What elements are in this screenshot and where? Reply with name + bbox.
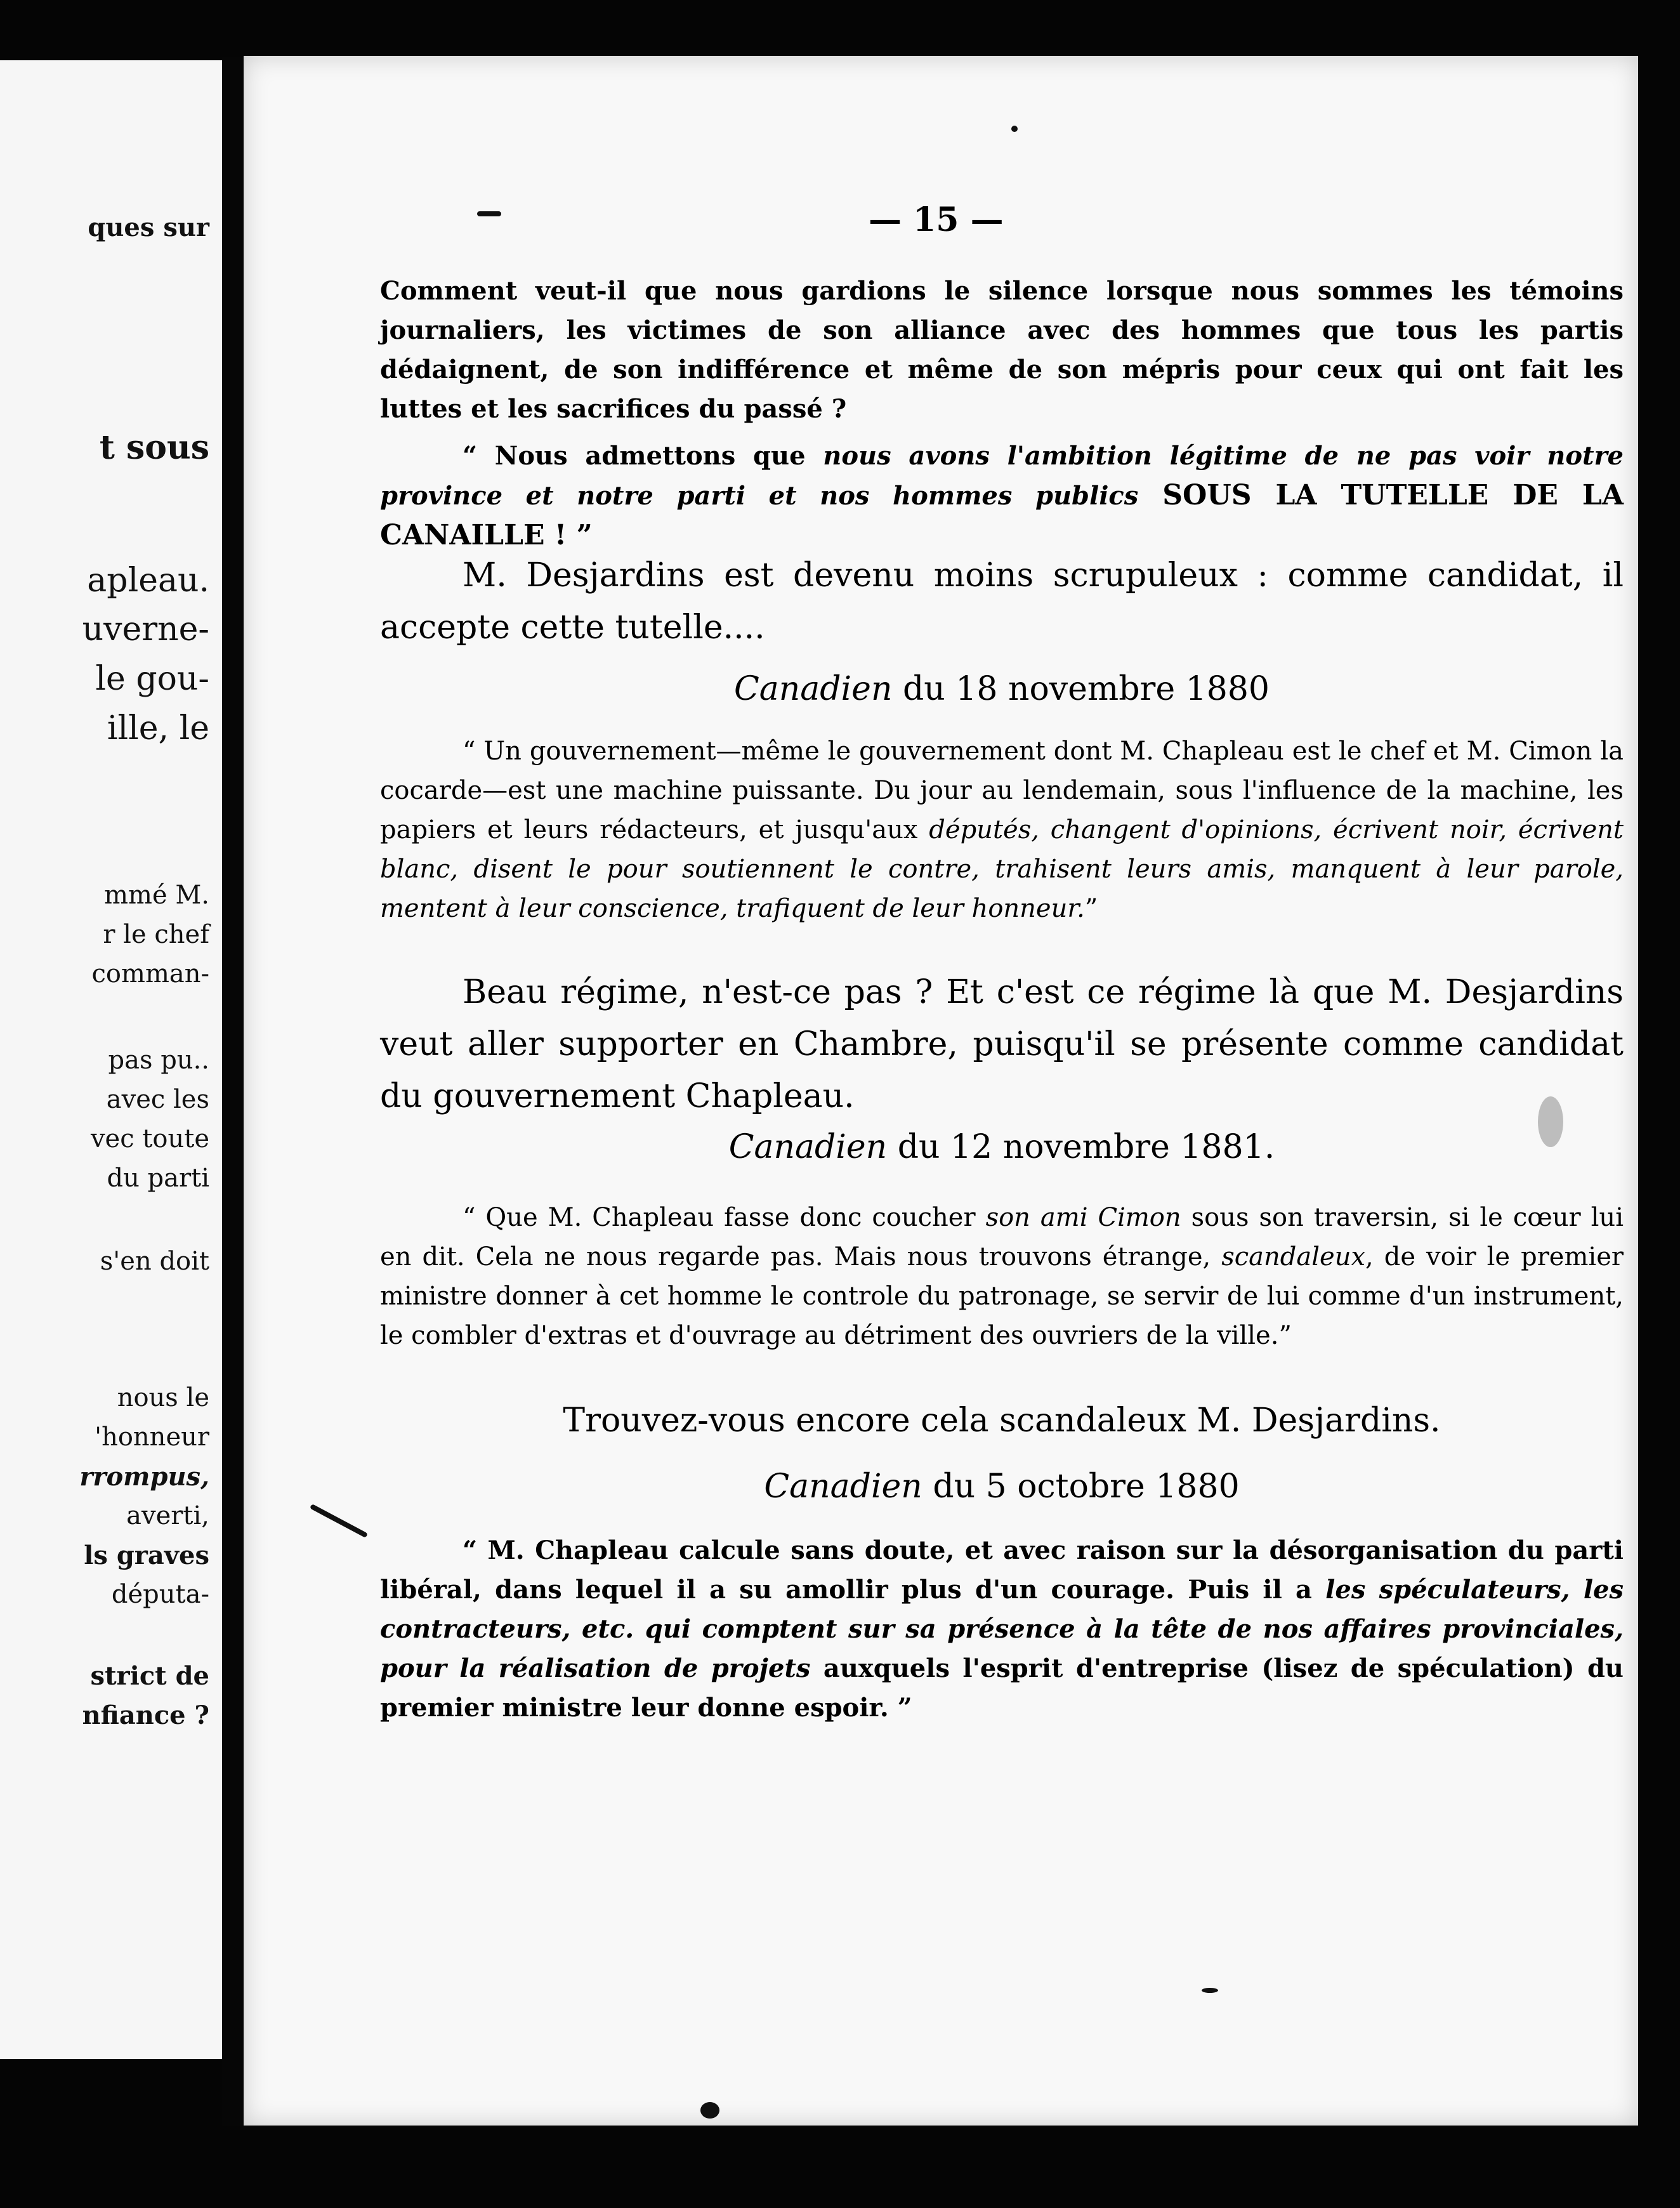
left-fragment-line: nfiance ? — [82, 1700, 209, 1730]
quote-canaille — [380, 437, 1624, 556]
source-heading-1 — [380, 670, 1624, 708]
page-number: — 15 — — [869, 200, 1004, 239]
left-fragment-line: ls graves — [84, 1541, 209, 1570]
left-fragment-line: avec les — [106, 1085, 209, 1114]
left-fragment-line: t sous — [99, 428, 209, 467]
quote-italic: députés, changent d'opinions, écrivent noir, écrivent blanc, disent le pour soutiennent le contre, trahisent leurs amis, manquent à leur parole, mentent à leur conscience, trafiquent de leur honneur. — [380, 815, 1624, 923]
quote-text: auxquels l'esprit d'entreprise (lisez de spéculation) du premier ministre leur donne espoir. ” — [380, 1653, 1624, 1723]
left-fragment-line: députa- — [111, 1580, 209, 1609]
opening-paragraph: Comment veut-il que nous gardions le silence lorsque nous sommes les témoins journaliers, les victimes de son alliance avec des hommes que tous les partis dédaignent, de son indifférence et même de son mépris pour ceux qui ont fait les luttes et les sacrifices du passé ? — [380, 276, 1624, 424]
current-page — [244, 56, 1638, 2126]
source-date: du 5 octobre 1880 — [922, 1468, 1240, 1506]
commentary-3: Trouvez-vous encore cela scandaleux M. Desjardins. — [563, 1402, 1441, 1440]
quote-italic: scandaleux — [1221, 1242, 1366, 1272]
scan-mark — [477, 211, 501, 216]
quote-speculateurs — [380, 1531, 1624, 1728]
left-fragment-line: nous le — [117, 1383, 209, 1412]
left-fragment-line: s'en doit — [100, 1247, 209, 1276]
scan-mark — [310, 1504, 368, 1538]
left-fragment-line: averti, — [126, 1501, 209, 1530]
left-fragment-line: vec toute — [90, 1124, 209, 1153]
source-date: du 12 novembre 1881. — [887, 1128, 1275, 1166]
left-fragment-line: uverne- — [82, 610, 209, 648]
left-fragment-line: pas pu.. — [108, 1046, 209, 1075]
page-gutter — [222, 57, 244, 2126]
quote-text: sous son traversin, si le cœur lui en dit. Cela ne nous regarde pas. Mais nous trouvons étrange, — [380, 1203, 1624, 1272]
left-fragment-line: comman- — [91, 959, 209, 989]
quote-gouvernement — [380, 732, 1624, 928]
source-heading-3 — [380, 1468, 1624, 1506]
left-fragment-line: 'honneur — [95, 1423, 209, 1452]
quote-cimon — [380, 1198, 1624, 1355]
scan-speck — [1202, 1988, 1218, 1993]
left-fragment-line: du parti — [107, 1164, 209, 1193]
scan-speck — [1011, 126, 1018, 132]
quote-text: “ Que M. Chapleau fasse donc coucher — [463, 1203, 986, 1232]
left-fragment-line: apleau. — [87, 562, 209, 600]
left-fragment-line: r le chef — [103, 920, 209, 949]
quote-open: “ Nous admettons que — [463, 441, 824, 471]
commentary-2: Beau régime, n'est-ce pas ? Et c'est ce régime là que M. Desjardins veut aller supporter en Chambre, puisqu'il se présente comme candidat du gouvernement Chapleau. — [380, 973, 1624, 1115]
quote-close: ” — [1084, 894, 1098, 923]
newspaper-name: Canadien — [764, 1468, 922, 1506]
quote-italic: nous avons l'ambition légitime de ne pas voir notre province et notre parti et nos hommes publics — [380, 441, 1624, 511]
left-fragment-line: ille, le — [107, 709, 209, 747]
left-fragment-line: rrompus, — [79, 1462, 209, 1492]
left-fragment-line: strict de — [90, 1661, 209, 1691]
quote-italic: les spéculateurs, les contracteurs, etc. qui comptent sur sa présence à la tête de nos affaires provinciales, pour la réalisation de projets — [380, 1575, 1624, 1683]
newspaper-name: Canadien — [733, 670, 893, 708]
quote-text: “ M. Chapleau calcule sans doute, et avec raison sur la désorganisation du parti libéral, dans lequel il a su amollir plus d'un courage. Puis il a — [380, 1535, 1624, 1605]
quote-caps: SOUS LA TUTELLE DE LA CANAILLE ! ” — [380, 479, 1624, 551]
previous-page-fragment — [0, 60, 222, 2059]
source-date: du 18 novembre 1880 — [892, 670, 1270, 708]
quote-plain: “ Un gouvernement—même le gouvernement dont M. Chapleau est le chef et M. Cimon la cocarde—est une machine puissante. Du jour au lendemain, sous l'influence de la machine, les papiers et leurs rédacteurs, et jusqu'aux — [380, 737, 1624, 844]
commentary-1: M. Desjardins est devenu moins scrupuleux : comme candidat, il accepte cette tutelle.... — [380, 556, 1624, 647]
left-fragment-line: mmé M. — [104, 881, 209, 910]
quote-text: , de voir le premier ministre donner à cet homme le controle du patronage, se servir de lui comme d'un instrument, le combler d'extras et d'ouvrage au détriment des ouvriers de la ville.” — [380, 1242, 1624, 1350]
scan-speck — [700, 2102, 719, 2119]
source-heading-2 — [380, 1128, 1624, 1166]
scan-smudge — [1538, 1096, 1563, 1147]
left-fragment-line: ques sur — [88, 213, 209, 242]
left-fragment-line: le gou- — [95, 660, 209, 698]
newspaper-name: Canadien — [728, 1128, 888, 1166]
quote-italic: son ami Cimon — [985, 1203, 1181, 1232]
